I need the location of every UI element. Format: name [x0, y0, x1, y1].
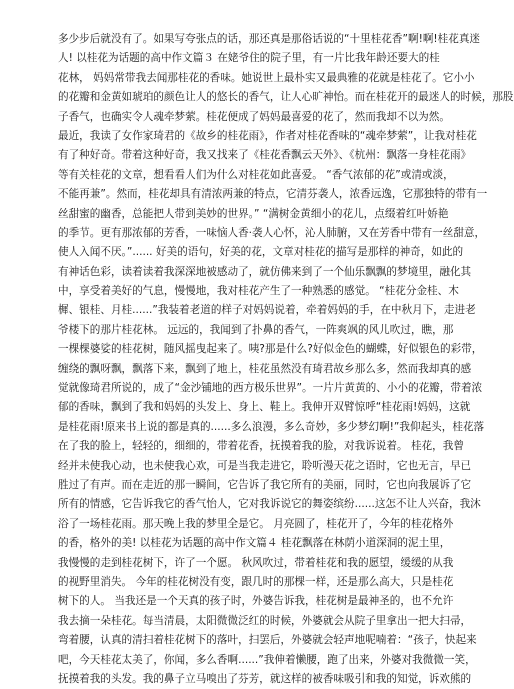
- text-line-11: 的季节。更有那浓郁的芳香，一味恼人香·袭人心怀，沁人肺腑，又在芳香中带有一丝甜意，: [58, 226, 486, 239]
- text-line-32: 弯着腰，认真的清扫着桂花树下的落叶，扫罢后，外婆就会轻声地呢喃着：“孩子，快起来: [58, 634, 477, 647]
- text-line-24: 胜过了有声。而在走近的那一瞬间，它告诉了我它所有的美丽，同时，它也向我展诉了它: [58, 478, 472, 491]
- text-line-22: 在了我的脸上，轻轻的，细细的，带着花香，抚摸着我的脸，对我诉说着。 桂花，我曾: [58, 440, 464, 453]
- text-line-33: 吧，今天桂花太美了，你闻，多么香啊......”我伸着懒腰，跑了出来，外婆对我微微一笑，: [58, 653, 476, 666]
- text-line-3: 花林， 妈妈常带我去闻那桂花的香味。她说世上最朴实又最典雅的花就是桂花了。它小小: [58, 71, 475, 84]
- text-line-20: 郁的香味，飘到了我和妈妈的头发上、身上、鞋上。我伸开双臂惊呼“桂花雨!妈妈，这就: [58, 401, 471, 414]
- text-line-17: 一棵棵婆娑的桂花树，随风摇曳起来了。咦?那是什么?好似金色的蝴蝶，好似银色的彩带，: [58, 343, 483, 356]
- text-line-13: 有神话色彩，读着读着我深深地被感动了，就仿佛来到了一个仙乐飘飘的梦境里，融化其: [58, 265, 472, 278]
- text-line-19: 觉就像琦君所说的，成了“金沙铺地的西方极乐世界”。一片片黄黄的、小小的花瓣，带着浓: [58, 382, 483, 395]
- text-line-31: 我去摘一朵桂花。每当清晨，太阳微微泛红的时候，外婆就会从院子里拿出一把大扫帚，: [58, 614, 472, 627]
- text-line-5: 子香气，也确实令人魂牵梦萦。桂花便成了妈妈最喜爱的花了，然而我却不以为然。: [58, 110, 450, 123]
- text-line-27: 的香，格外的美! 以桂花为话题的高中作文篇４ 桂花飘落在林荫小道深洞的泥土里，: [58, 537, 451, 550]
- text-line-10: 丝甜蜜的幽香，总能把人带到美妙的世界。” “满树金黄细小的花儿，点缀着红叶娇艳: [58, 207, 449, 220]
- text-line-4: 的花瓣和金黄如琥珀的颜色让人的悠长的香气，让人心旷神怡。而在桂花开的最迷人的时候，那股: [58, 91, 514, 104]
- text-line-34: 抚摸着我的头发。我的鼻子立马嗅出了芬芳，就这样的被香味吸引和我的知觉，诉欢熊的: [58, 672, 472, 685]
- text-line-21: 是桂花雨!原来书上说的都是真的......多么浪漫，多么奇妙，多少梦幻啊!”我仰起头，桂花落: [58, 420, 485, 433]
- text-line-18: 缠绕的飘呀飘，飘落下来，飘到了地上，桂花虽然没有琦君故乡那么多，然而我却真的感: [58, 362, 472, 375]
- text-line-7: 有了种好奇。带着这种好奇，我又找来了《桂花香飘云天外》、《杭州：飘落一身桂花雨》: [58, 149, 472, 162]
- text-line-14: 中，享受着美好的气息，慢慢地，我对桂花产生了一种熟悉的感觉。 “桂花分金桂、木: [58, 285, 459, 298]
- text-line-25: 所有的情感，它告诉我它的香气怡人，它对我诉说它的舞姿缤纷......这怎不让人兴奋，我沐: [58, 498, 481, 511]
- text-line-9: 不能再兼”。然而，桂花却具有清浓两兼的特点，它清芬袭人，浓香远逸，它那独特的带有一: [58, 188, 488, 201]
- text-line-26: 浴了一场桂花雨。那天晚上我的梦里全是它。 月亮圆了，桂花开了，今年的桂花格外: [58, 517, 454, 530]
- text-line-15: 樨、银桂、月桂......”我装着老道的样子对妈妈说着，牵着妈妈的手，在中秋月下，走进老: [58, 304, 476, 317]
- text-line-1: 多少步后就没有了。如果写夸张点的话，那还真是那俗话说的“十里桂花香”啊!啊!桂花真迷: [58, 33, 481, 45]
- text-line-2: 人! 以桂花为话题的高中作文篇３ 在姥爷住的院子里，有一片比我年龄还要大的桂: [58, 52, 440, 65]
- text-line-16: 爷楼下的那片桂花林。 远远的，我闻到了扑鼻的香气，一阵爽飒的风儿吹过，瞧，那: [58, 323, 454, 336]
- text-line-23: 经并未使我心动，也未使我心欢，可是当我走进它，聆听漫天花之语时，它也无言，早已: [58, 459, 472, 472]
- text-line-12: 使人入闻不厌。”...... 好美的语句，好美的花，文章对桂花的描写是那样的神奇，如此的: [58, 246, 464, 259]
- text-line-8: 等有关桂花的文章，想看看人们为什么对桂花如此喜爱。 “香气浓郁的花”或清或淡，: [58, 168, 454, 181]
- text-line-6: 最近，我读了女作家琦君的《故乡的桂花雨》，作者对桂花香味的“魂牵梦萦”，让我对桂花: [58, 129, 477, 142]
- text-line-28: 我慢慢的走到桂花树下，许了一个愿。 秋风吹过，带着桂花和我的愿望，缓缓的从我: [58, 556, 454, 569]
- text-line-30: 树下的人。 当我还是一个天真的孩子时，外婆告诉我，桂花树是最神圣的，也不允许: [58, 595, 454, 608]
- text-line-29: 的视野里消失。 今年的桂花树没有变，跟几时的那棵一样，还是那么高大，只是桂花: [58, 575, 454, 588]
